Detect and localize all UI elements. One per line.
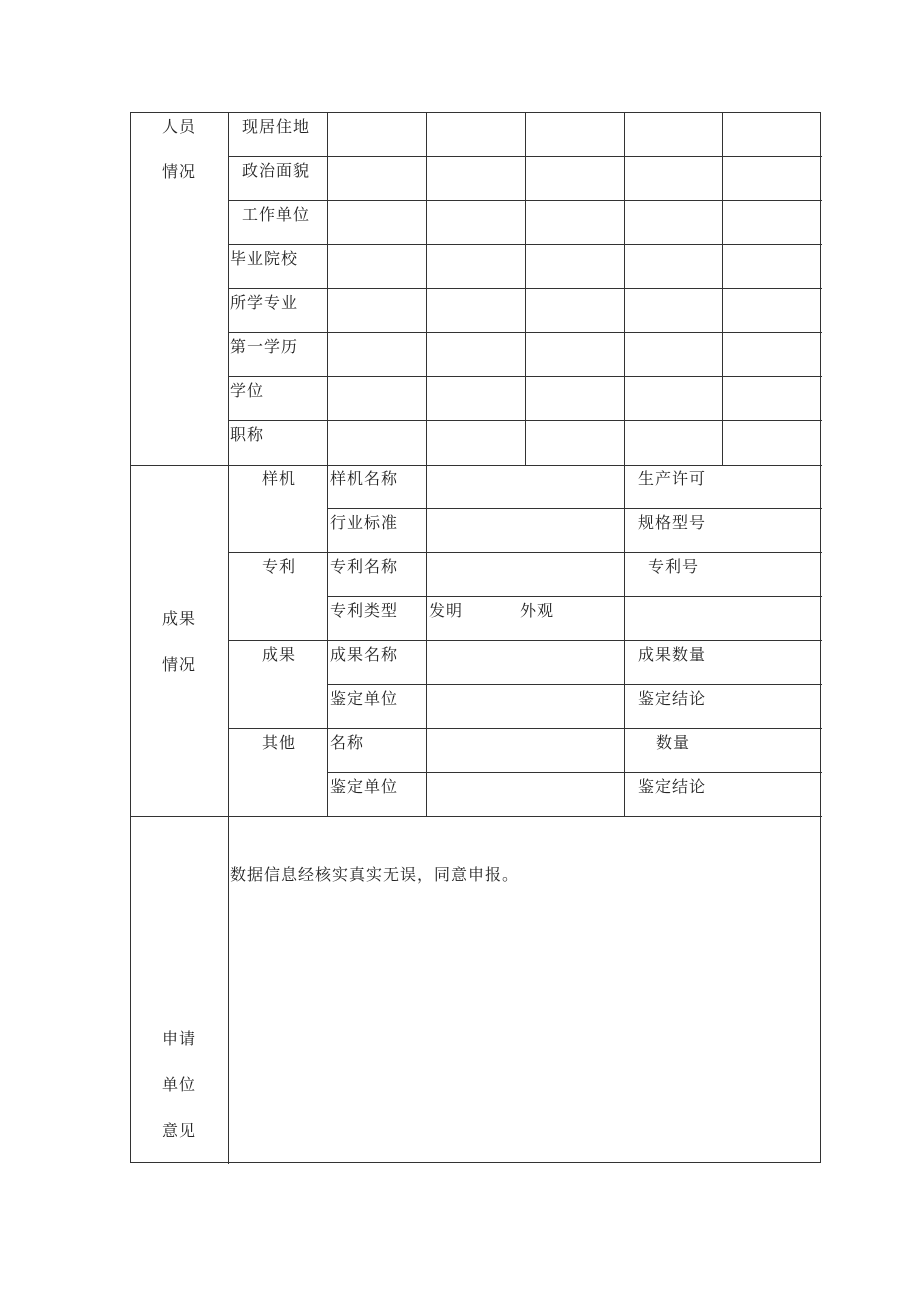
results-group-label-1: 成果: [162, 609, 197, 628]
column-divider: [624, 113, 625, 816]
row-divider: [328, 772, 822, 773]
opinion-label-3: 意见: [162, 1121, 197, 1140]
patent-name-label: 专利名称: [330, 557, 399, 576]
patent-number-label: 专利号: [648, 557, 700, 576]
personnel-group-label-1: 人员: [162, 117, 197, 136]
other-quantity-label: 数量: [656, 733, 691, 752]
prototype-label: 样机: [262, 469, 297, 488]
row-label-political-status: 政治面貌: [242, 161, 311, 180]
industry-standard-label: 行业标准: [330, 513, 399, 532]
industry-standard-field[interactable]: [427, 509, 624, 553]
model-spec-label: 规格型号: [638, 513, 707, 532]
row-divider: [328, 596, 822, 597]
personnel-input-cell[interactable]: [329, 113, 822, 465]
prototype-name-field[interactable]: [427, 465, 624, 509]
achievement-appraisal-unit-field[interactable]: [427, 685, 624, 729]
row-label-employer: 工作单位: [242, 205, 311, 224]
column-divider: [426, 113, 427, 816]
other-appraisal-conclusion-field[interactable]: [723, 773, 821, 817]
section-divider: [131, 465, 822, 466]
other-appraisal-conclusion-label: 鉴定结论: [638, 777, 707, 796]
achievement-label: 成果: [262, 645, 297, 664]
production-license-field[interactable]: [723, 465, 821, 509]
application-form-table: [130, 112, 821, 1163]
prototype-name-label: 样机名称: [330, 469, 399, 488]
row-divider: [328, 508, 822, 509]
section-divider: [131, 816, 822, 817]
opinion-field[interactable]: [229, 905, 821, 1155]
patent-name-field[interactable]: [427, 553, 624, 597]
opinion-label-2: 单位: [162, 1075, 197, 1094]
other-appraisal-unit-field[interactable]: [427, 773, 624, 817]
column-divider: [228, 113, 229, 1164]
patent-number-field[interactable]: [723, 553, 821, 597]
patent-label: 专利: [262, 557, 297, 576]
row-divider: [229, 640, 822, 641]
row-divider: [229, 728, 822, 729]
row-divider: [229, 552, 822, 553]
patent-type-appearance[interactable]: 外观: [520, 601, 555, 620]
other-quantity-field[interactable]: [723, 729, 821, 773]
row-label-major: 所学专业: [230, 293, 299, 312]
achievement-name-field[interactable]: [427, 641, 624, 685]
patent-type-label: 专利类型: [330, 601, 399, 620]
column-divider: [327, 113, 328, 816]
other-label: 其他: [262, 733, 297, 752]
production-license-label: 生产许可: [638, 469, 707, 488]
achievement-appraisal-conclusion-field[interactable]: [723, 685, 821, 729]
other-appraisal-unit-label: 鉴定单位: [330, 777, 399, 796]
achievement-name-label: 成果名称: [330, 645, 399, 664]
column-divider: [525, 113, 526, 465]
row-label-first-education: 第一学历: [230, 337, 299, 356]
achievement-appraisal-unit-label: 鉴定单位: [330, 689, 399, 708]
achievement-appraisal-conclusion-label: 鉴定结论: [638, 689, 707, 708]
other-name-label: 名称: [330, 733, 365, 752]
patent-type-invention[interactable]: 发明: [429, 601, 464, 620]
row-label-title: 职称: [230, 425, 265, 444]
results-group-label-2: 情况: [162, 655, 197, 674]
row-label-degree: 学位: [230, 381, 265, 400]
row-label-graduate-school: 毕业院校: [230, 249, 299, 268]
other-name-field[interactable]: [427, 729, 624, 773]
achievement-quantity-label: 成果数量: [638, 645, 707, 664]
opinion-label-1: 申请: [162, 1029, 197, 1048]
achievement-quantity-field[interactable]: [723, 641, 821, 685]
opinion-statement: 数据信息经核实真实无误，同意申报。: [230, 865, 520, 884]
personnel-group-label-2: 情况: [162, 162, 197, 181]
column-divider: [722, 113, 723, 465]
row-divider: [328, 684, 822, 685]
row-label-current-address: 现居住地: [242, 117, 311, 136]
model-spec-field[interactable]: [723, 509, 821, 553]
